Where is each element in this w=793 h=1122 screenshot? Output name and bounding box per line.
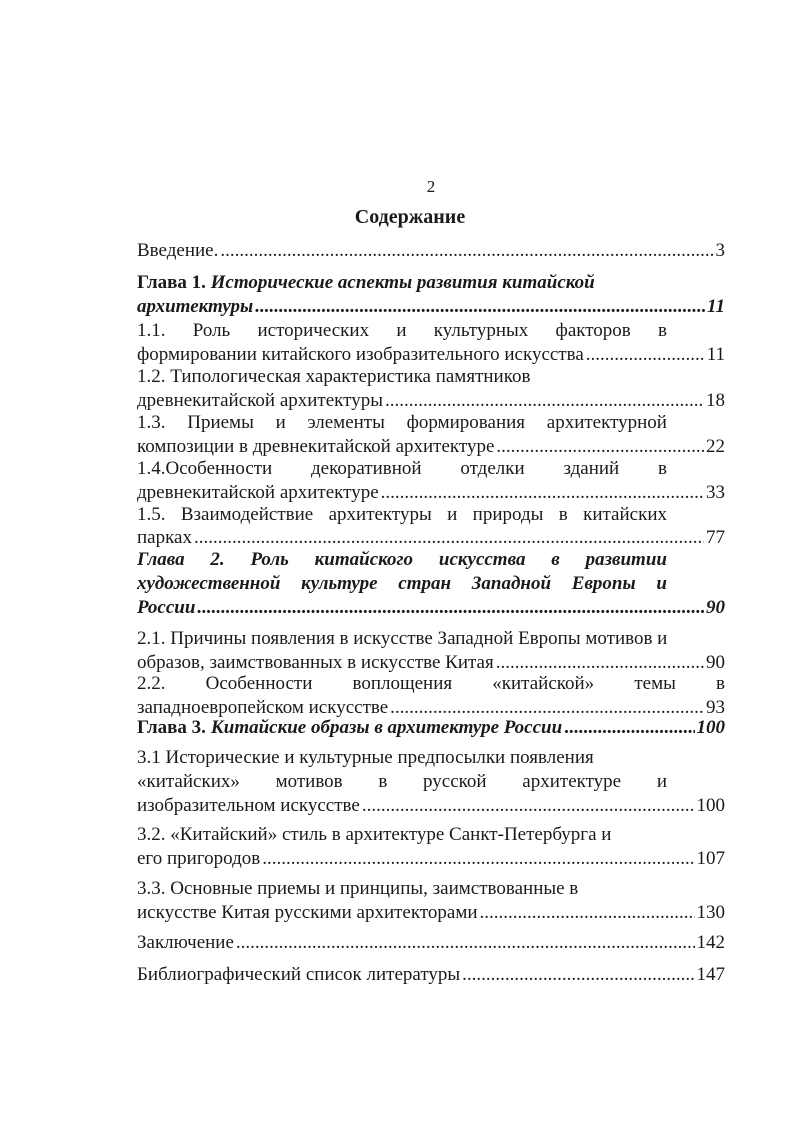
toc-entry-1-4 (137, 457, 725, 481)
toc-entry-chapter-2 (137, 548, 725, 572)
entry-word: Роль (192, 320, 231, 341)
entry-word: в (658, 458, 667, 479)
entry-page: 77 (706, 527, 725, 548)
entry-word: художественной (137, 573, 281, 594)
entry-word: природы (472, 504, 544, 525)
entry-word: и (656, 771, 667, 792)
entry-word: архитектуре (522, 771, 622, 792)
entry-text: его пригородов (137, 848, 261, 869)
entry-word: «китайских» (137, 771, 240, 792)
entry-word: зданий (563, 458, 620, 479)
entry-page: 18 (706, 390, 725, 411)
chapter-title: России (137, 597, 196, 618)
chapter-prefix: Глава 1. (137, 272, 206, 293)
entry-text: изобразительном искусстве (137, 795, 360, 816)
entry-text: парках (137, 527, 192, 548)
toc-entry-1-3-cont (137, 435, 725, 459)
entry-text: 3.3. Основные приемы и принципы, заимствованные в (137, 878, 579, 899)
page-number: 2 (426, 177, 436, 196)
entry-word: Европы (571, 573, 636, 594)
toc-entry-chapter-2-cont (137, 596, 725, 620)
toc-entry-3-3-cont (137, 901, 725, 925)
toc-entry-3-2-cont (137, 847, 725, 871)
entry-text: Введение. (137, 240, 219, 261)
chapter-title: Исторические аспекты развития китайской (210, 272, 595, 293)
entry-word: 1.1. (137, 320, 166, 341)
justified-line (137, 572, 667, 596)
page-title: Содержание (354, 206, 466, 228)
entry-word: китайского (314, 549, 414, 570)
toc-entry-1-2-cont (137, 389, 725, 413)
entry-page: 93 (706, 697, 725, 718)
entry-text: 1.2. Типологическая характеристика памятников (137, 366, 531, 387)
entry-word: формирования (406, 412, 526, 433)
entry-word: архитектуры (328, 504, 432, 525)
entry-word: отделки (460, 458, 525, 479)
entry-text: искусстве Китая русскими архитекторами (137, 902, 478, 923)
chapter-prefix: Глава 3. (137, 717, 206, 738)
toc-entry-3-1-l2 (137, 770, 725, 794)
toc-entry-2-2 (137, 672, 725, 696)
toc-entry-bibliography (137, 963, 725, 987)
justified-line (137, 672, 725, 696)
entry-text: древнекитайской архитектуры (137, 390, 383, 411)
entry-text: композиции в древнекитайской архитектуре (137, 436, 495, 457)
entry-word: и (656, 573, 667, 594)
justified-line (137, 411, 667, 435)
entry-word: культурных (433, 320, 529, 341)
entry-word: исторических (257, 320, 370, 341)
entry-word: декоративной (311, 458, 422, 479)
toc-entry-conclusion (137, 931, 725, 955)
entry-word: 1.3. (137, 412, 166, 433)
toc-entry-chapter-1 (137, 271, 725, 295)
entry-word: в (658, 320, 667, 341)
chapter-title: Китайские образы в архитектуре России (210, 717, 563, 738)
toc-entry-1-1 (137, 319, 725, 343)
entry-word: архитектурной (546, 412, 667, 433)
toc-entry-1-1-cont (137, 343, 725, 367)
toc-entry-3-1-cont (137, 794, 725, 818)
entry-word: 2. (210, 549, 225, 570)
entry-page: 90 (706, 597, 725, 618)
toc-entry-1-5-cont (137, 526, 725, 550)
entry-word: культуре (301, 573, 378, 594)
toc-entry-3-2 (137, 823, 725, 847)
entry-word: искусства (438, 549, 526, 570)
entry-word: факторов (555, 320, 631, 341)
entry-text: западноевропейском искусстве (137, 697, 389, 718)
justified-line (137, 503, 667, 527)
toc-entry-2-1 (137, 627, 725, 651)
entry-word: развитии (585, 549, 667, 570)
entry-word: Роль (250, 549, 289, 570)
entry-page: 107 (696, 848, 725, 869)
toc-entry-1-2 (137, 365, 725, 389)
entry-word: 2.2. (137, 673, 166, 694)
justified-line (137, 548, 667, 572)
entry-word: Особенности (205, 673, 313, 694)
toc-entry-1-4-cont (137, 481, 725, 505)
toc-entry-chapter-1-cont (137, 295, 725, 319)
entry-page: 3 (715, 240, 725, 261)
entry-text: 3.1 Исторические и культурные предпосылки появления (137, 747, 594, 768)
toc-entry-chapter-3 (137, 716, 725, 740)
entry-page: 90 (706, 652, 725, 673)
entry-word: в (558, 504, 568, 525)
toc-entry-intro (137, 239, 725, 263)
justified-line (137, 319, 667, 343)
entry-word: Глава (137, 549, 185, 570)
toc-entry-3-3 (137, 877, 725, 901)
entry-page: 142 (696, 932, 725, 953)
entry-word: и (447, 504, 458, 525)
entry-word: элементы (307, 412, 385, 433)
entry-word: 1.5. (137, 504, 166, 525)
entry-word: «китайской» (492, 673, 595, 694)
entry-page: 147 (696, 964, 725, 985)
entry-word: в (378, 771, 388, 792)
entry-page: 130 (696, 902, 725, 923)
entry-word: русской (423, 771, 487, 792)
entry-text: формировании китайского изобразительного искусства (137, 344, 584, 365)
entry-word: воплощения (352, 673, 453, 694)
entry-word: мотивов (275, 771, 343, 792)
toc-entry-3-1 (137, 746, 725, 770)
entry-word: Приемы (187, 412, 254, 433)
entry-text: Библиографический список литературы (137, 964, 461, 985)
entry-text: древнекитайской архитектуре (137, 482, 379, 503)
chapter-title: архитектуры (137, 296, 254, 317)
entry-word: Западной (471, 573, 552, 594)
entry-page: 22 (706, 436, 725, 457)
entry-word: Взаимодействие (180, 504, 314, 525)
entry-text: Заключение (137, 932, 234, 953)
entry-page: 11 (707, 296, 725, 317)
toc-entry-chapter-2-l2 (137, 572, 725, 596)
justified-line (137, 770, 667, 794)
entry-page: 100 (696, 717, 725, 738)
toc-entry-1-3 (137, 411, 725, 435)
entry-word: китайских (583, 504, 667, 525)
entry-word: и (396, 320, 407, 341)
entry-word: 1.4.Особенности (137, 458, 273, 479)
entry-page: 11 (706, 344, 725, 365)
entry-word: стран (398, 573, 452, 594)
entry-word: в (716, 673, 725, 694)
entry-page: 100 (696, 795, 725, 816)
entry-word: и (275, 412, 286, 433)
entry-text: 3.2. «Китайский» стиль в архитектуре Санкт-Петербурга и (137, 824, 612, 845)
entry-text: образов, заимствованных в искусстве Китая (137, 652, 494, 673)
entry-page: 33 (706, 482, 725, 503)
entry-text: 2.1. Причины появления в искусстве Западной Европы мотивов и (137, 628, 668, 649)
entry-word: темы (634, 673, 676, 694)
entry-word: в (551, 549, 560, 570)
toc-entry-1-5 (137, 503, 725, 527)
justified-line (137, 457, 667, 481)
